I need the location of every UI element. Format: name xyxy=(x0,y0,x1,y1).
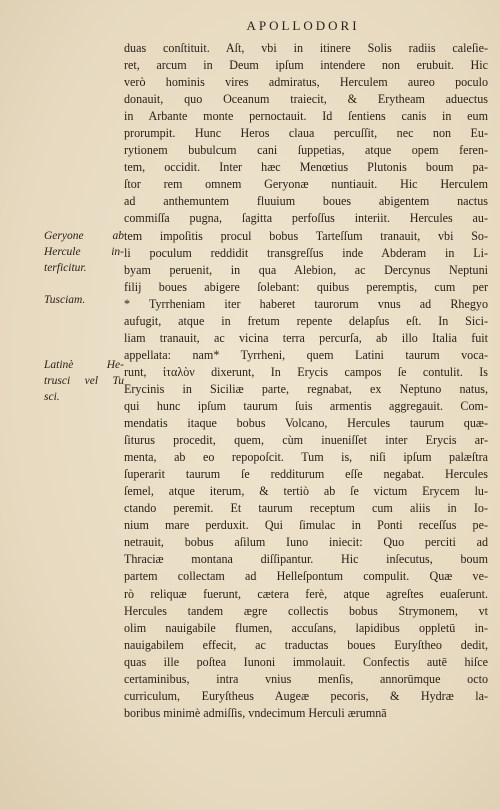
text-line: Erycinis in Siciliæ parte, regnabat, ex Neptuno natus, xyxy=(124,381,488,396)
text-line: Hercules tandem ægre collectis bobus Strymonem, vt xyxy=(124,603,488,618)
text-line: rytionem bubulcum cani ſuppetias, atque opem feren- xyxy=(124,143,488,158)
marginal-line: trusci vel Tu xyxy=(44,375,124,387)
marginal-note-latine xyxy=(44,357,124,405)
text-line: filij boues abigere ſolebant: quibus peremptis, cum per xyxy=(124,279,488,294)
text-line: liam tranauit, ac vicina terra percurſa, ab illo Italia fuit xyxy=(124,330,488,345)
marginal-line: sci. xyxy=(44,391,60,403)
text-line: * Tyrrheniam iter haberet taurorum vnus ad Rhegyo xyxy=(124,296,488,311)
text-line: ret, arcum in Deum ipſum intendere non erubuit. Hic xyxy=(124,58,488,73)
text-line: nium mare perduxit. Qui ſimulac in Ponti receſſus pe- xyxy=(124,518,488,533)
text-line: qui hunc ipſum taurum ſuis armentis aggregauit. Com- xyxy=(124,398,488,413)
text-line: runt, ἰταλὸν dixerunt, In Erycis campos ſe contulit. Is xyxy=(124,364,488,379)
text-line: nauigabilem effecit, ac traductas boues Euryſtheo dedit, xyxy=(124,637,488,652)
text-line: aufugit, atque in fretum repente delapſus eſt. In Sici- xyxy=(124,313,488,328)
marginal-line: Hercule in- xyxy=(44,246,124,258)
text-line: appellata: nam* Tyrrheni, quem Latini taurum voca- xyxy=(124,347,488,362)
text-line: tem, occidit. Inter hæc Menœtius Plutonis boum pa- xyxy=(124,160,488,175)
text-line: ſtor rem omnem Geryonæ nuntiauit. Hic Herculem xyxy=(124,177,488,192)
text-line: byam peruenit, in qua Alebion, ac Dercynus Neptuni xyxy=(124,262,488,277)
text-line: ctando peremit. Et taurum receptum cum aliis in Io- xyxy=(124,501,488,516)
text-line: boribus minimè admiſſis, vndecimum Herculi ærumnā xyxy=(124,705,387,720)
text-line: li poculum reddidit transgreſſus inde Abderam in Li- xyxy=(124,245,488,260)
text-line: ſemel, atque iterum, & tertiò ab ſe victum Erycem lu- xyxy=(124,484,488,499)
marginal-line: terficitur. xyxy=(44,262,87,274)
running-header: APOLLODORI xyxy=(246,18,360,33)
text-line: olim nauigabile flumen, accuſans, lapidibus oppletū in- xyxy=(124,620,488,635)
text-line: Thraciæ montana diſſipantur. Hic inſecutus, boum xyxy=(124,552,488,567)
text-line: rò reliquæ fuerunt, cætera ferè, atque agreſtes euaſerunt. xyxy=(124,586,488,601)
text-line: ſiturus procedit, quem, cùm inueniſſet inter Erycis ar- xyxy=(124,433,488,448)
marginal-note-tusciam xyxy=(44,292,124,308)
marginal-line: Tusciam. xyxy=(44,294,86,306)
text-line: verò hominis vires admiratus, Herculem aureo poculo xyxy=(124,75,488,90)
marginal-line: Geryone ab xyxy=(44,230,124,242)
text-line: commiſſa pugna, ſagitta perfoſſus interiit. Hercules au- xyxy=(124,211,488,226)
marginal-line: Latinè He- xyxy=(44,359,124,371)
text-line: prorumpit. Hunc Heros claua percuſſit, nec non Eu- xyxy=(124,126,488,141)
text-line: menta, ab eo repopoſcit. Tum is, niſi ipſum palæſtra xyxy=(124,450,488,465)
text-line: curriculum, Euryſtheus Augeæ pecoris, & Hydræ la- xyxy=(124,688,488,703)
text-line: tem impoſitis procul bobus Tarteſſum tranauit, vbi So- xyxy=(124,228,488,243)
text-line: ad anthemuntem fluuium boues abigentem nactus xyxy=(124,194,488,209)
text-line: certaminibus, intra vnius menſis, annorūmque octo xyxy=(124,671,488,686)
main-text-column xyxy=(124,40,488,722)
text-line: partem collectam ad Helleſpontum compulit. Quæ ve- xyxy=(124,569,488,584)
text-line: mendatis itaque bobus Volcano, Hercules taurum quæ- xyxy=(124,416,488,431)
text-line: in Arbante monte pernoctauit. Id ſentiens canis in eum xyxy=(124,109,488,124)
text-line: donauit, quo Oceanum traiecit, & Erytheam aduectus xyxy=(124,92,488,107)
marginal-note-geryone xyxy=(44,228,124,276)
text-line: ſuperarit taurum ſe redditurum eſſe negabat. Hercules xyxy=(124,467,488,482)
text-line: duas conſtituit. Aſt, vbi in itinere Solis radiis caleſie- xyxy=(124,41,488,55)
text-line: netrauit, bobus aſilum Iuno iniecit: Quo perciti ad xyxy=(124,535,488,550)
text-line: quas ille poſtea Iunoni immolauit. Confectis autē hiſce xyxy=(124,654,488,669)
